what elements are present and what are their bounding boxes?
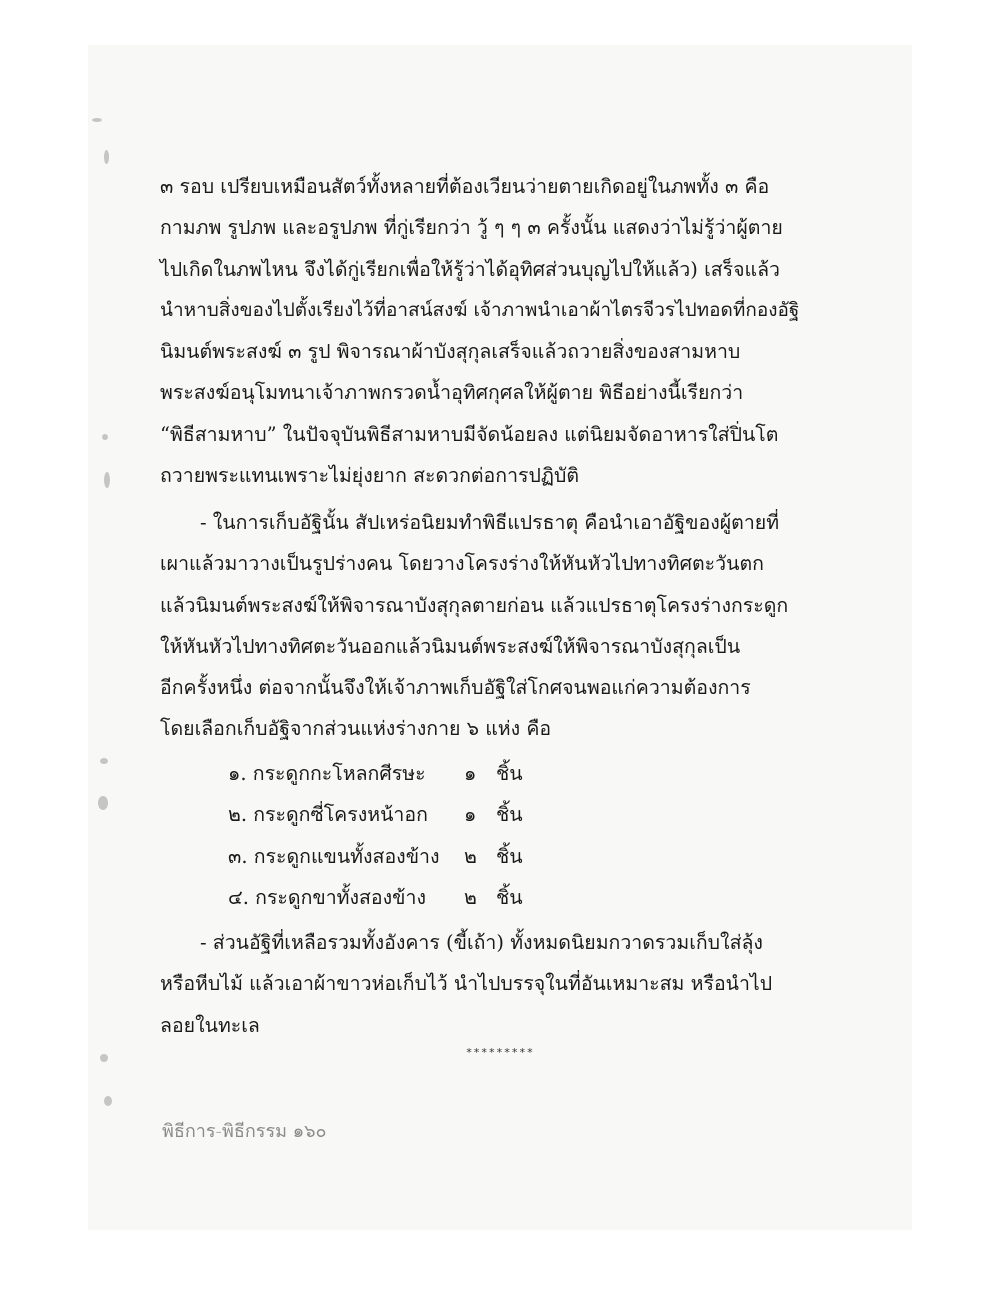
scan-mark (104, 472, 110, 488)
text-line: นิมนต์พระสงฆ์ ๓ รูป พิจารณาผ้าบังสุกุลเสร็จแล้วถวายสิ่งของสามหาบ (160, 340, 741, 364)
bone-quantity: ๒ (464, 844, 477, 868)
bone-quantity: ๒ (464, 885, 477, 909)
text-line: ถวายพระแทนเพราะไม่ยุ่งยาก สะดวกต่อการปฏิบัติ (160, 464, 580, 488)
bone-name: ๒. กระดูกซี่โครงหน้าอก (228, 803, 428, 827)
bone-unit: ชิ้น (496, 885, 523, 909)
list-item (228, 836, 523, 877)
page-footer: พิธีการ-พิธีกรรม ๑๖๐ (162, 1121, 327, 1142)
bone-name: ๔. กระดูกขาทั้งสองข้าง (228, 885, 426, 909)
bone-unit: ชิ้น (496, 844, 523, 868)
bone-unit: ชิ้น (496, 803, 523, 827)
text-line: “พิธีสามหาบ” ในปัจจุบันพิธีสามหาบมีจัดน้อยลง แต่นิยมจัดอาหารใส่ปิ่นโต (160, 422, 779, 446)
scan-mark (92, 118, 102, 122)
paragraph-sam-hap-ceremony (160, 166, 800, 496)
scan-mark (104, 150, 109, 164)
text-line: ไปเกิดในภพไหน จึงได้กู่เรียกเพื่อให้รู้ว่าได้อุทิศส่วนบุญไปให้แล้ว) เสร็จแล้ว (160, 257, 781, 281)
text-line: กามภพ รูปภพ และอรูปภพ ที่กู่เรียกว่า วู้ ๆ ๆ ๓ ครั้งนั้น แสดงว่าไม่รู้ว่าผู้ตาย (160, 216, 783, 240)
bone-name: ๑. กระดูกกะโหลกศีรษะ (228, 762, 426, 785)
scan-mark (98, 796, 108, 810)
list-item (228, 794, 523, 835)
text-line: นำหาบสิ่งของไปตั้งเรียงไว้ที่อาสน์สงฆ์ เจ้าภาพนำเอาผ้าไตรจีวรไปทอดที่กองอัฐิ (160, 298, 800, 321)
text-line: โดยเลือกเก็บอัฐิจากส่วนแห่งร่างกาย ๖ แห่ง คือ (160, 717, 552, 741)
text-line: ให้หันหัวไปทางทิศตะวันออกแล้วนิมนต์พระสงฆ์ให้พิจารณาบังสุกุลเป็น (160, 634, 741, 658)
text-line: แล้วนิมนต์พระสงฆ์ให้พิจารณาบังสุกุลตายก่อน แล้วแปรธาตุโครงร่างกระดูก (160, 593, 789, 617)
list-item (228, 877, 523, 918)
bone-list (228, 753, 523, 918)
text-line: - ส่วนอัฐิที่เหลือรวมทั้งอังคาร (ขี้เถ้า) ทั้งหมดนิยมกวาดรวมเก็บใส่ลุ้ง (200, 931, 763, 954)
scan-mark (102, 434, 108, 440)
text-line: หรือหีบไม้ แล้วเอาผ้าขาวห่อเก็บไว้ นำไปบรรจุในที่อันเหมาะสม หรือนำไป (160, 972, 773, 996)
text-line: อีกครั้งหนึ่ง ต่อจากนั้นจึงให้เจ้าภาพเก็บอัฐิใส่โกศจนพอแก่ความต้องการ (160, 676, 751, 700)
bone-name: ๓. กระดูกแขนทั้งสองข้าง (228, 844, 440, 868)
text-line: ๓ รอบ เปรียบเหมือนสัตว์ทั้งหลายที่ต้องเวียนว่ายตายเกิดอยู่ในภพทั้ง ๓ คือ (160, 175, 770, 198)
section-separator: ********* (465, 1046, 535, 1059)
paragraph-remaining-ashes (160, 922, 800, 1046)
list-item (228, 753, 523, 794)
scan-mark (104, 1096, 112, 1106)
bone-quantity: ๑ (464, 762, 477, 785)
text-line: - ในการเก็บอัฐินั้น สัปเหร่อนิยมทำพิธีแปรธาตุ คือนำเอาอัฐิของผู้ตายที่ (200, 511, 780, 534)
scan-mark (100, 758, 108, 764)
text-line: พระสงฆ์อนุโมทนาเจ้าภาพกรวดน้ำอุทิศกุศลให้ผู้ตาย พิธีอย่างนี้เรียกว่า (160, 381, 744, 405)
bone-unit: ชิ้น (496, 762, 523, 785)
text-line: เผาแล้วมาวางเป็นรูปร่างคน โดยวางโครงร่างให้หันหัวไปทางทิศตะวันตก (160, 552, 764, 576)
paragraph-bone-collection (160, 502, 800, 750)
text-line: ลอยในทะเล (160, 1013, 260, 1037)
bone-quantity: ๑ (464, 803, 477, 827)
